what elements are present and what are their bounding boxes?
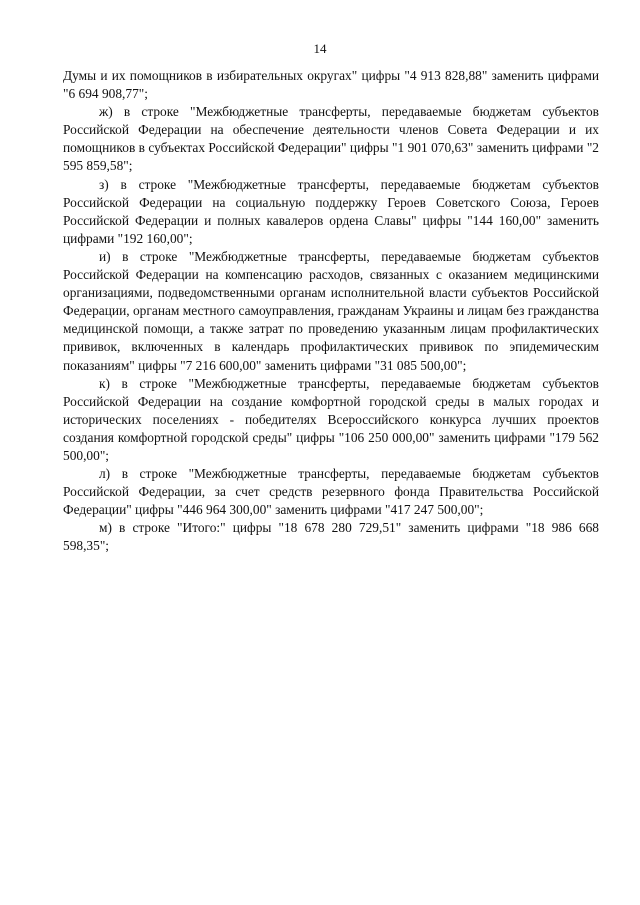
paragraph-item-i: и) в строке "Межбюджетные трансферты, передаваемые бюджетам субъектов Российской Федерации на компенсацию расходов, связанных с оказанием медицинскими организациями, подведомственными органам исполнительной власти субъектов Российской Федерации, органам местного самоуправления, гражданам Украины и лицам без гражданства медицинской помощи, а также затрат по проведению указанным лицам профилактических прививок, включенных в календарь профилактических прививок по эпидемическим показаниям" цифры "7 216 600,00" заменить цифрами "31 085 500,00"; — [63, 248, 599, 373]
paragraph-continuation: Думы и их помощников в избирательных округах" цифры "4 913 828,88" заменить цифрами "6 694 908,77"; — [63, 68, 599, 102]
paragraph-item-z: з) в строке "Межбюджетные трансферты, передаваемые бюджетам субъектов Российской Федерации на социальную поддержку Героев Советского Союза, Героев Российской Федерации и полных кавалеров ордена Славы" цифры "144 160,00" заменить цифрами "192 160,00"; — [63, 176, 599, 246]
paragraph-item-m: м) в строке "Итого:" цифры "18 678 280 729,51" заменить цифрами "18 986 668 598,35"; — [63, 520, 599, 554]
paragraph-item-k: к) в строке "Межбюджетные трансферты, передаваемые бюджетам субъектов Российской Федерации на создание комфортной городской среды в малых городах и исторических поселениях - победителях Всероссийского конкурса лучших проектов создания комфортной городской среды" цифры "106 250 000,00" заменить цифрами "179 562 500,00"; — [63, 375, 599, 463]
paragraph-item-l: л) в строке "Межбюджетные трансферты, передаваемые бюджетам субъектов Российской Федерации, за счет средств резервного фонда Правительства Российской Федерации" цифры "446 964 300,00" заменить цифрами "417 247 500,00"; — [63, 466, 599, 518]
document-body — [63, 67, 599, 556]
paragraph-item-zh: ж) в строке "Межбюджетные трансферты, передаваемые бюджетам субъектов Российской Федерации на обеспечение деятельности членов Совета Федерации и их помощников в субъектах Российской Федерации" цифры "1 901 070,63" заменить цифрами "2 595 859,58"; — [63, 104, 599, 174]
page-number: 14 — [313, 41, 327, 56]
